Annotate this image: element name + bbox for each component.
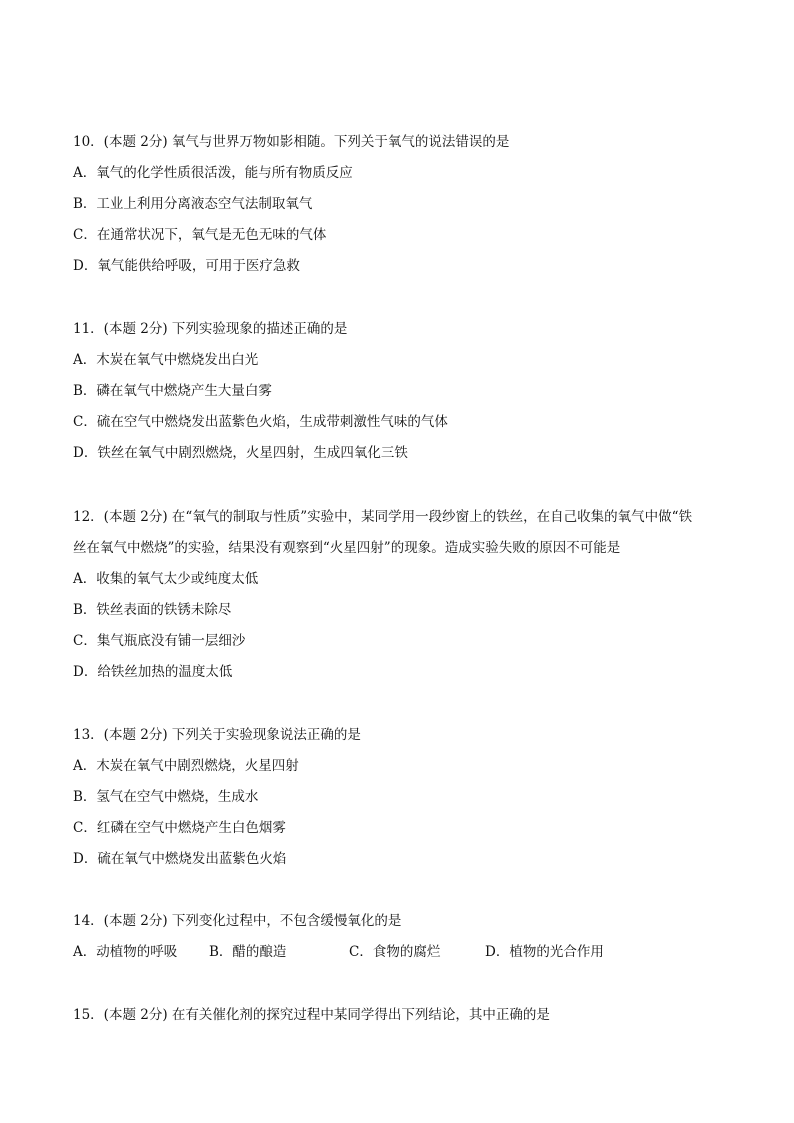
question-14-option-c: C．食物的腐烂 (349, 944, 441, 960)
question-13-stem: 13．(本题 2分) 下列关于实验现象说法正确的是 (73, 727, 361, 743)
question-13-option-c: C．红磷在空气中燃烧产生白色烟雾 (73, 820, 286, 836)
question-13-option-d: D．硫在氧气中燃烧发出蓝紫色火焰 (73, 851, 287, 867)
question-12-option-a: A．收集的氧气太少或纯度太低 (73, 571, 259, 587)
question-11-option-a: A．木炭在氧气中燃烧发出白光 (73, 352, 259, 368)
question-13-option-a: A．木炭在氧气中剧烈燃烧，火星四射 (73, 758, 299, 774)
question-12-option-d: D．给铁丝加热的温度太低 (73, 664, 233, 680)
question-10-option-a: A．氧气的化学性质很活泼，能与所有物质反应 (73, 165, 353, 181)
question-11-option-b: B．磷在氧气中燃烧产生大量白雾 (73, 383, 272, 399)
question-15-stem: 15．(本题 2分) 在有关催化剂的探究过程中某同学得出下列结论，其中正确的是 (73, 1007, 550, 1023)
question-12-option-b: B．铁丝表面的铁锈未除尽 (73, 602, 232, 618)
question-12-option-c: C．集气瓶底没有铺一层细沙 (73, 633, 246, 649)
question-10-option-d: D．氧气能供给呼吸，可用于医疗急救 (73, 258, 300, 274)
question-14-option-a: A．动植物的呼吸 (73, 944, 178, 960)
question-11-stem: 11．(本题 2分) 下列实验现象的描述正确的是 (73, 321, 348, 337)
question-14-option-d: D．植物的光合作用 (485, 944, 604, 960)
question-14-option-b: B．醋的酿造 (209, 944, 287, 960)
question-14-options (73, 943, 713, 961)
question-12-stem-line-1: 12．(本题 2分) 在“氧气的制取与性质”实验中，某同学用一段纱窗上的铁丝，在自己收集的氧气中做“铁 (73, 509, 693, 525)
question-10-option-b: B．工业上利用分离液态空气法制取氧气 (73, 196, 313, 212)
question-10-option-c: C．在通常状况下，氧气是无色无味的气体 (73, 227, 327, 243)
question-10-stem: 10．(本题 2分) 氧气与世界万物如影相随。下列关于氧气的说法错误的是 (73, 134, 510, 150)
question-11-option-c: C．硫在空气中燃烧发出蓝紫色火焰，生成带刺激性气味的气体 (73, 414, 448, 430)
question-12-stem-line-2: 丝在氧气中燃烧”的实验，结果没有观察到“火星四射”的现象。造成实验失败的原因不可能是 (73, 540, 621, 556)
question-14-stem: 14．(本题 2分) 下列变化过程中，不包含缓慢氧化的是 (73, 913, 402, 929)
question-13-option-b: B．氢气在空气中燃烧，生成水 (73, 789, 259, 805)
question-11-option-d: D．铁丝在氧气中剧烈燃烧，火星四射，生成四氧化三铁 (73, 445, 408, 461)
